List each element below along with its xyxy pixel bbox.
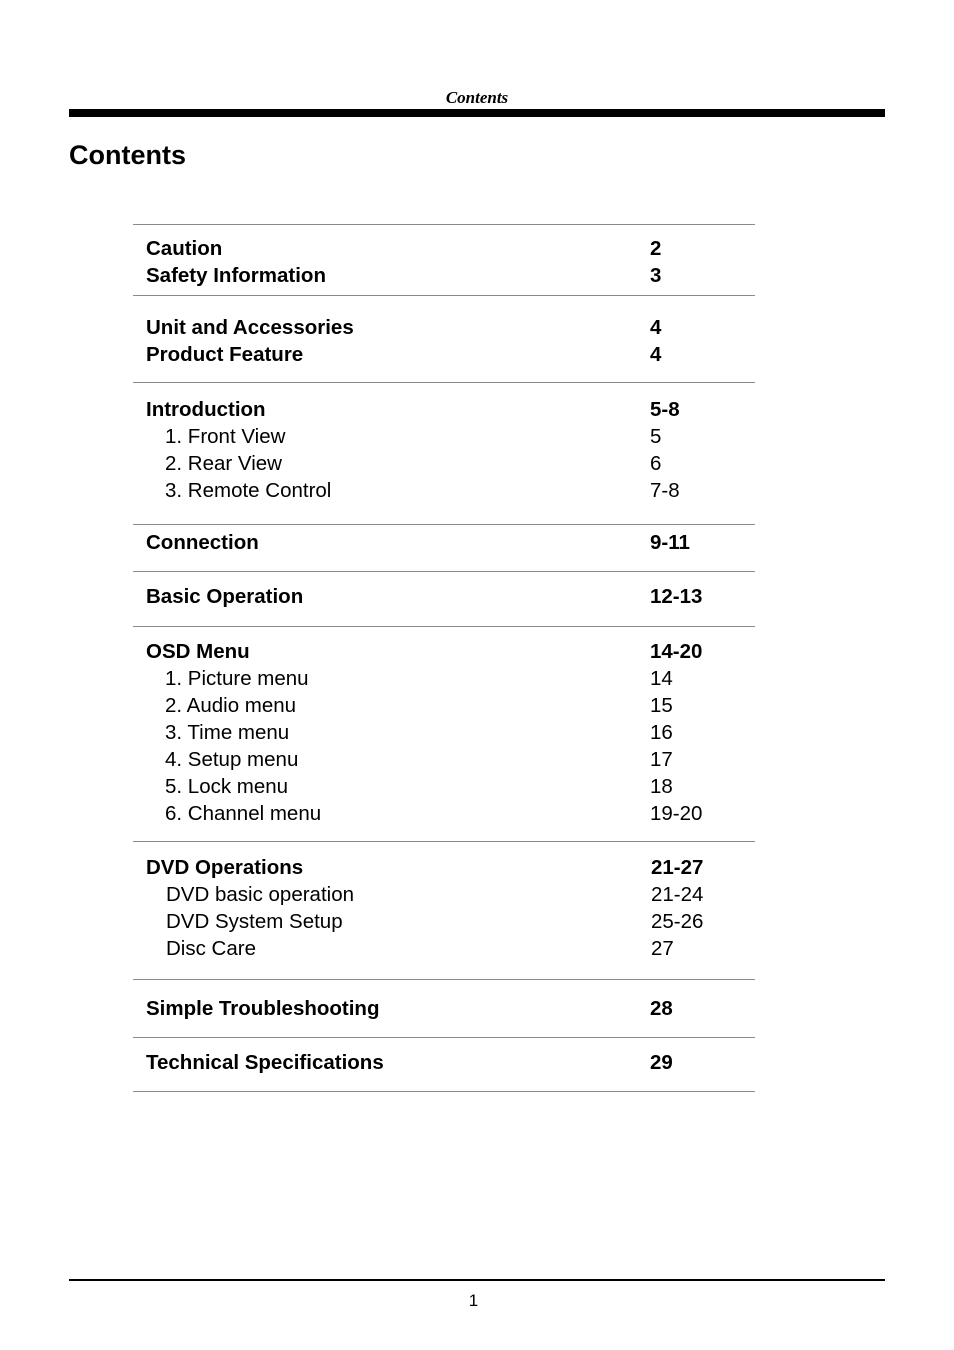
toc-subentry[interactable] [146,746,755,773]
toc-entry-page: 19-20 [650,802,703,825]
page-number: 1 [468,1291,479,1310]
toc-entry-label: 3. Time menu [165,721,290,744]
running-header-title: Contents [445,88,509,107]
toc-entry[interactable] [146,235,755,262]
toc-entry-page: 27 [651,937,674,960]
toc-group-introduction [133,383,755,525]
toc-entry[interactable] [146,995,755,1022]
toc-group-basic-operation [133,572,755,627]
toc-entry-label: 2. Rear View [165,452,282,475]
toc-entry-page: 3 [650,264,662,287]
toc-subentry[interactable] [146,665,755,692]
toc-entry-page: 21-27 [651,856,704,879]
toc-entry-page: 17 [650,748,673,771]
toc-group-front-matter [133,225,755,296]
toc-entry-label: 2. Audio menu [165,694,297,717]
toc-entry-page: 21-24 [651,883,704,906]
toc-subentry[interactable] [146,881,755,908]
header-rule [69,109,885,117]
toc-entry-page: 4 [650,343,662,366]
toc-subentry[interactable] [146,477,755,504]
toc-entry-label: Introduction [146,398,266,421]
toc-entry-page: 28 [650,997,673,1020]
toc-group-troubleshooting [133,980,755,1038]
toc-subentry[interactable] [146,935,755,962]
footer-rule [69,1279,885,1281]
toc-entry[interactable] [146,529,755,556]
toc-entry[interactable] [146,638,755,665]
toc-entry-label: Disc Care [166,937,256,960]
toc-entry-label: 1. Picture menu [165,667,309,690]
toc-entry-label: 1. Front View [165,425,286,448]
toc-entry-label: Basic Operation [146,585,304,608]
toc-entry-page: 6 [650,452,662,475]
toc-entry-page: 15 [650,694,673,717]
toc-subentry[interactable] [146,800,755,827]
toc-entry-page: 14 [650,667,673,690]
toc-entry-label: 4. Setup menu [165,748,299,771]
toc-entry-page: 12-13 [650,585,703,608]
toc-group-osd-menu [133,627,755,842]
toc-entry[interactable] [146,341,755,368]
toc-entry[interactable] [146,396,755,423]
toc-entry[interactable] [146,1049,755,1076]
toc-subentry[interactable] [146,450,755,477]
toc-entry-page: 29 [650,1051,673,1074]
toc-entry-page: 5 [650,425,662,448]
toc-entry-page: 7-8 [650,479,680,502]
toc-entry-page: 2 [650,237,662,260]
toc-entry-page: 16 [650,721,673,744]
toc-entry[interactable] [146,583,755,610]
toc-entry-page: 14-20 [650,640,703,663]
toc-entry[interactable] [146,262,755,289]
toc-subentry[interactable] [146,773,755,800]
toc-subentry[interactable] [146,719,755,746]
toc-subentry[interactable] [146,423,755,450]
toc-entry[interactable] [146,854,755,881]
toc-entry-label: Technical Specifications [146,1051,384,1074]
toc-entry-label: 3. Remote Control [165,479,332,502]
toc-group-dvd-operations [133,842,755,980]
toc-subentry[interactable] [146,908,755,935]
toc-entry-page: 9-11 [650,531,690,554]
toc-entry-label: Unit and Accessories [146,316,354,339]
page-title: Contents [69,140,186,170]
toc-entry-label: 5. Lock menu [165,775,289,798]
table-of-contents [133,224,755,1092]
toc-entry-label: 6. Channel menu [165,802,322,825]
toc-subentry[interactable] [146,692,755,719]
toc-entry-page: 18 [650,775,673,798]
toc-group-unit [133,296,755,383]
toc-entry-label: DVD Operations [146,856,304,879]
toc-entry-label: Caution [146,237,223,260]
toc-entry-page: 25-26 [651,910,704,933]
toc-entry-page: 4 [650,316,662,339]
toc-group-specifications [133,1038,755,1092]
toc-group-connection [133,525,755,572]
toc-entry-page: 5-8 [650,398,680,421]
toc-entry-label: DVD System Setup [166,910,343,933]
toc-entry-label: Product Feature [146,343,304,366]
toc-entry-label: DVD basic operation [166,883,355,906]
toc-entry-label: Simple Troubleshooting [146,997,380,1020]
toc-entry-label: Connection [146,531,259,554]
toc-entry[interactable] [146,314,755,341]
toc-entry-label: OSD Menu [146,640,250,663]
toc-entry-label: Safety Information [146,264,326,287]
